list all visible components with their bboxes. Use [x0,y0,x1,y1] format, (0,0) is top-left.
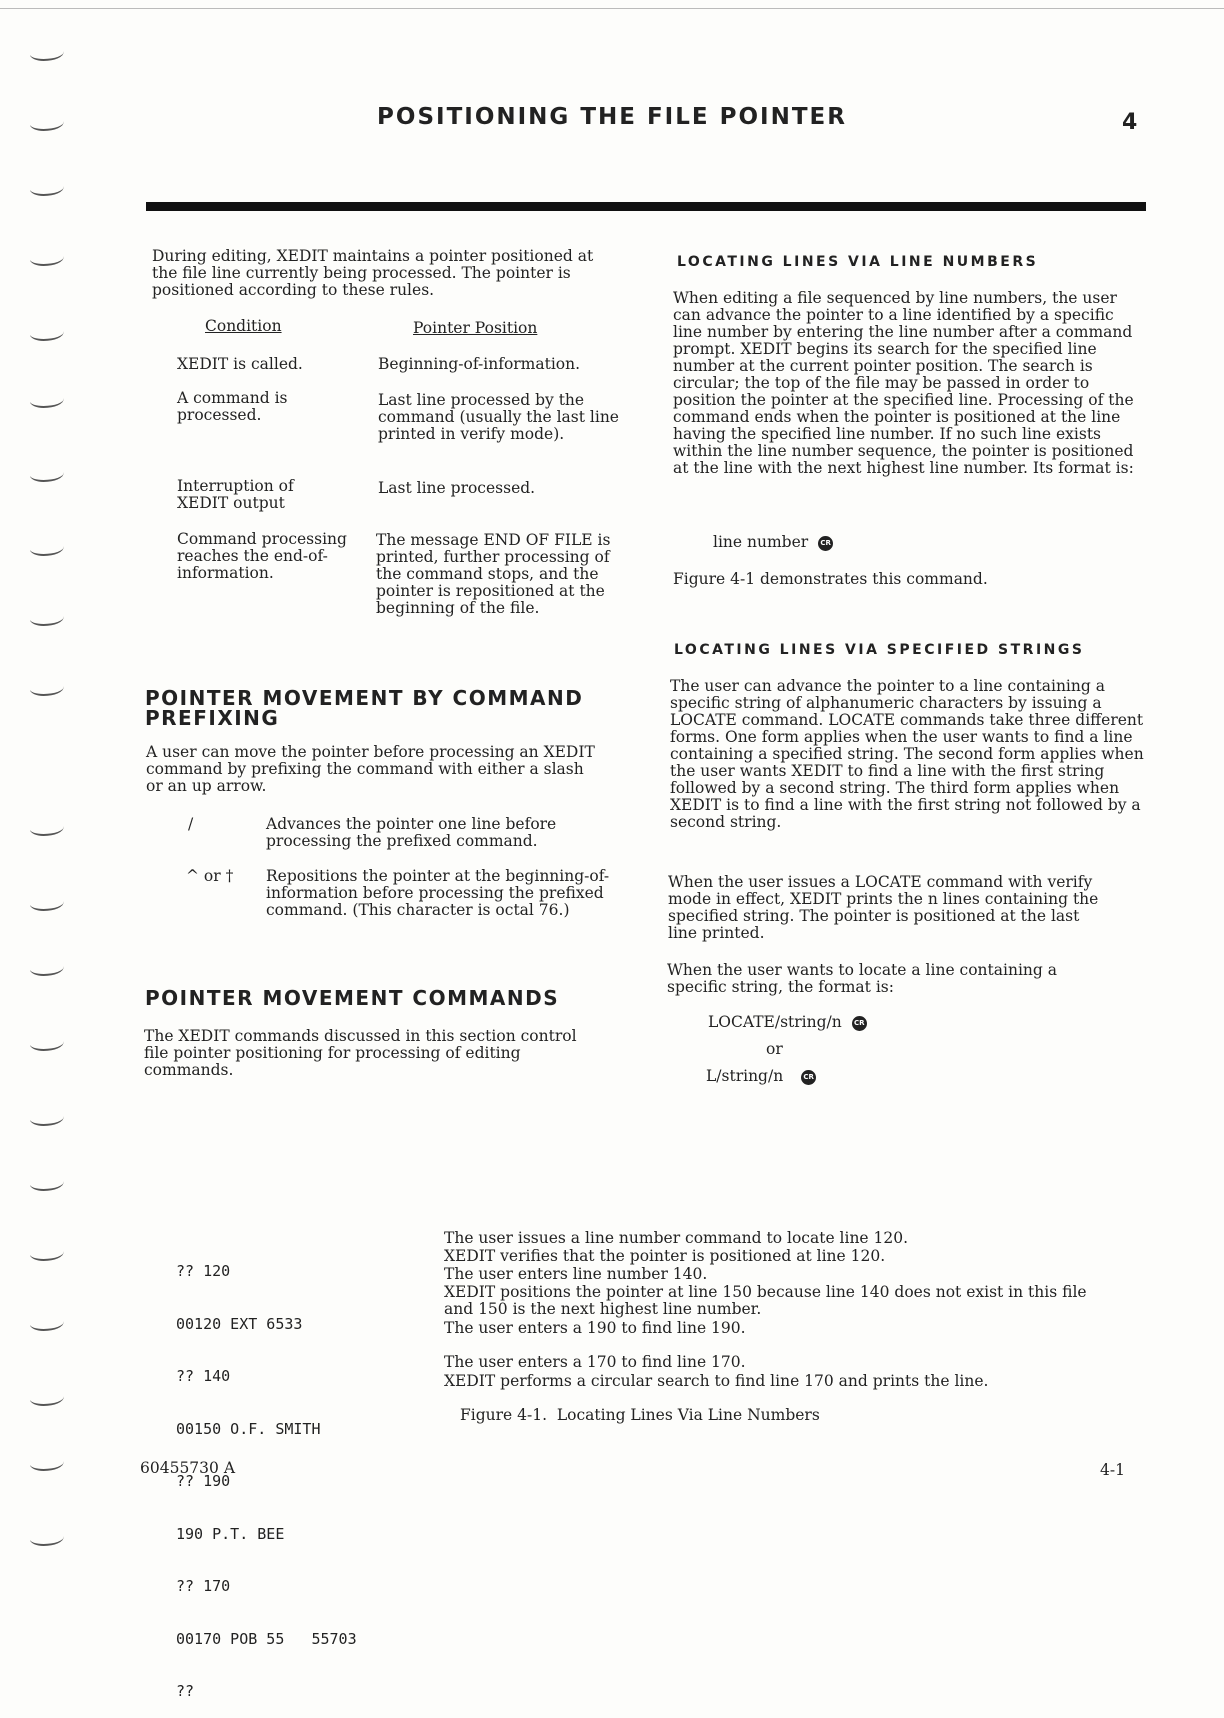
terminal-line: 00170 POB 55 55703 [176,1629,357,1648]
figure-note: The user enters line number 140. [444,1265,708,1283]
terminal-line: 190 P.T. BEE [176,1524,285,1543]
figure-note: XEDIT verifies that the pointer is positioned at line 120. [444,1247,886,1265]
table-condition-3: Interruption of XEDIT output [177,477,294,512]
table-position-3: Last line processed. [378,479,536,497]
strings-paragraph-2: When the user issues a LOCATE command with verify mode in effect, XEDIT prints the n lines containing the specified string. The pointer is positioned at the last line printed. [668,873,1099,942]
chapter-number: 4 [1122,110,1138,135]
terminal-line: ?? 120 [176,1262,231,1280]
terminal-line: 00150 O.F. SMITH [176,1419,321,1438]
page-title: POSITIONING THE FILE POINTER [377,104,847,130]
table-header-position: Pointer Position [413,319,538,337]
figure-reference: Figure 4-1 demonstrates this command. [673,570,988,588]
header-bar [146,202,1146,211]
locate-format-short-text: L/string/n [706,1067,784,1085]
strings-heading: LOCATING LINES VIA SPECIFIED STRINGS [674,642,1085,658]
terminal-line: ?? 190 [176,1472,231,1490]
figure-caption: Figure 4-1. Locating Lines Via Line Numbers [460,1406,820,1424]
terminal-line: ?? [176,1682,195,1700]
prefix-symbol-uparrow: ^ or † [186,867,234,885]
terminal-line: ?? 170 [176,1577,231,1595]
carriage-return-icon: CR [852,1016,867,1031]
strings-paragraph-3: When the user wants to locate a line containing a specific string, the format is: [667,961,1057,996]
locate-format-or: or [766,1040,783,1058]
carriage-return-icon: CR [801,1070,816,1085]
commands-heading: POINTER MOVEMENT COMMANDS [145,986,560,1010]
prefix-desc-slash: Advances the pointer one line before processing the prefixed command. [266,815,557,850]
binding-marks [30,0,70,1581]
terminal-line: 00120 EXT 6533 [176,1314,303,1333]
table-condition-2: A command is processed. [177,389,288,424]
document-number: 60455730 A [140,1459,236,1477]
figure-note: XEDIT positions the pointer at line 150 because line 140 does not exist in this file and 150 is the next highest line number. [444,1283,1087,1318]
table-position-1: Beginning-of-information. [378,355,581,373]
line-number-format [713,534,833,551]
strings-paragraph-1: The user can advance the pointer to a line containing a specific string of alphanumeric characters by issuing a LOCATE command. LOCATE commands take three different forms. One form applies when the user wants to find a line containing a specified string. The second form applies when the user wants XEDIT to find a line with the first string followed by a second string. The third form applies when XEDIT is to find a line with the first string not followed by a second string. [670,677,1144,831]
commands-paragraph: The XEDIT commands discussed in this section control file pointer positioning for processing of editing commands. [144,1027,577,1079]
prefix-symbol-slash: / [188,815,194,833]
intro-paragraph: During editing, XEDIT maintains a pointer positioned at the file line currently being processed. The pointer is positioned according to these rules. [152,247,594,299]
line-number-format-text: line number [713,533,809,551]
terminal-line: ?? 140 [176,1367,231,1385]
figure-note: The user enters a 170 to find line 170. [444,1353,746,1371]
locate-format-long [708,1014,867,1031]
line-numbers-heading: LOCATING LINES VIA LINE NUMBERS [677,254,1039,270]
figure-note: The user issues a line number command to locate line 120. [444,1229,909,1247]
table-condition-4: Command processing reaches the end-of-information. [177,530,347,582]
table-condition-1: XEDIT is called. [177,355,303,373]
locate-format-long-text: LOCATE/string/n [708,1013,842,1031]
table-position-2: Last line processed by the command (usually the last line printed in verify mode). [378,391,619,443]
prefixing-paragraph: A user can move the pointer before processing an XEDIT command by prefixing the command with either a slash or an up arrow. [146,743,595,795]
table-position-4: The message END OF FILE is printed, further processing of the command stops, and the pointer is repositioned at the beginning of the file. [376,531,611,617]
top-rule [0,8,1224,9]
line-numbers-paragraph: When editing a file sequenced by line numbers, the user can advance the pointer to a line identified by a specific line number by entering the line number after a command prompt. XEDIT begins its search for the specified line number at the current pointer position. The search is circular; the top of the file may be passed in order to position the pointer at the specified line. Processing of the command ends when the pointer is positioned at the line having the specified line number. If no such line exists within the line number sequence, the pointer is positioned at the line with the next highest line number. Its format is: [673,289,1134,477]
table-header-condition: Condition [205,317,282,335]
locate-format-short [706,1068,816,1085]
figure-note: The user enters a 190 to find line 190. [444,1319,746,1337]
carriage-return-icon: CR [818,536,833,551]
prefix-desc-uparrow: Repositions the pointer at the beginning-of-information before processing the prefixed command. (This character is octal 76.) [266,867,610,919]
figure-note: XEDIT performs a circular search to find line 170 and prints the line. [444,1372,989,1390]
page-number: 4-1 [1100,1461,1125,1479]
prefixing-heading: POINTER MOVEMENT BY COMMAND PREFIXING [145,686,584,730]
